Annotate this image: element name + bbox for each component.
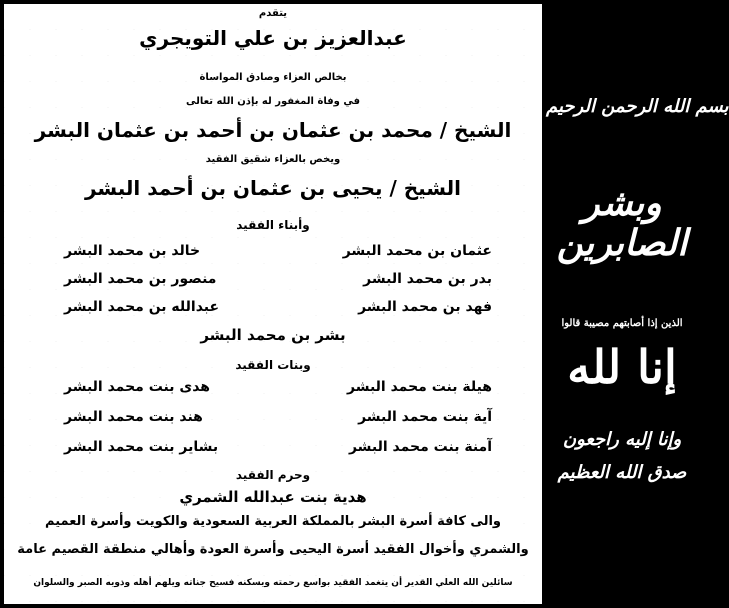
brother-intro: ويخص بالعزاء شقيق الفقيد (205, 154, 341, 165)
sadaqa-calligraphy: صدق الله العظيم (557, 462, 687, 483)
basmala-calligraphy: بسم الله الرحمن الرحيم (546, 96, 729, 117)
daughter-name: هدى بنت محمد البشر (64, 379, 210, 395)
brother-name: الشيخ / يحيى بن عثمان بن أحمد البشر (84, 176, 462, 200)
wife-heading: وحرم الفقيد (235, 468, 311, 482)
son-name: بدر بن محمد البشر (363, 271, 492, 287)
son-name-last: بشر بن محمد البشر (200, 326, 346, 344)
daughter-name: آية بنت محمد البشر (358, 409, 492, 425)
sons-heading: وأبناء الفقيد (236, 218, 310, 232)
families-line-1: والى كافة أسرة البشر بالمملكة العربية السعودية والكويت وأسرة العميم (45, 514, 501, 529)
sons-row (64, 240, 492, 262)
daughters-row (64, 376, 492, 398)
daughter-name: آمنة بنت محمد البشر (348, 439, 492, 455)
bashshir-calligraphy: وبشر الصابرين (556, 182, 688, 264)
daughters-heading: وبنات الفقيد (235, 358, 311, 372)
alladhina-text: الذين إذا أصابتهم مصيبة قالوا (561, 318, 683, 329)
deceased-intro: في وفاة المغفور له بإذن الله تعالى (185, 96, 361, 107)
daughters-row (64, 436, 492, 458)
deceased-name: الشيخ / محمد بن عثمان بن أحمد بن عثمان البشر (34, 118, 512, 142)
son-name: عثمان بن محمد البشر (342, 243, 492, 259)
families-line-2: والشمري وأخوال الفقيد أسرة اليحيى وأسرة العودة وأهالي منطقة القصيم عامة (17, 542, 529, 557)
daughter-name: بشاير بنت محمد البشر (64, 439, 219, 455)
son-name: عبدالله بن محمد البشر (64, 299, 220, 315)
sons-row (64, 268, 492, 290)
son-name: خالد بن محمد البشر (64, 243, 201, 259)
inna-lillah-calligraphy: إنا لله (567, 340, 677, 394)
sender-name: عبدالعزيز بن علي التويجري (139, 26, 407, 50)
daughter-name: هيلة بنت محمد البشر (347, 379, 492, 395)
offered-by-label: يتقدم (258, 8, 288, 19)
son-name: منصور بن محمد البشر (64, 271, 217, 287)
sons-row (64, 296, 492, 318)
condolence-text: بخالص العزاء وصادق المواساة (199, 72, 347, 83)
wa-inna-calligraphy: وإنا إليه راجعون (562, 429, 682, 450)
closing-prayer: سائلين الله العلي القدير أن يتغمد الفقيد بواسع رحمته ويسكنه فسيح جناته ويلهم أهله وذويه الصبر والسلوان (33, 578, 513, 588)
son-name: فهد بن محمد البشر (358, 299, 492, 315)
calligraphy-panel (546, 4, 729, 604)
condolence-panel (4, 4, 542, 604)
daughter-name: هند بنت محمد البشر (64, 409, 203, 425)
daughters-row (64, 406, 492, 428)
wife-name: هدية بنت عبدالله الشمري (179, 488, 367, 506)
